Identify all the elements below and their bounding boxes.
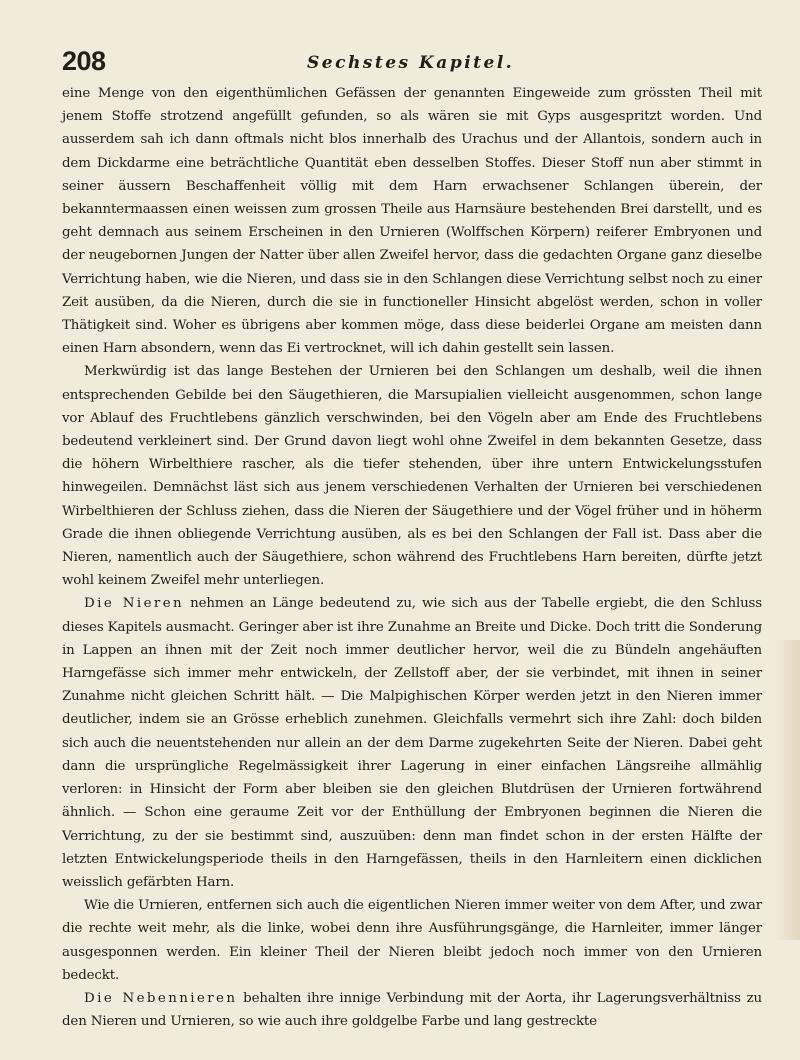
page-edge-stain xyxy=(774,640,800,940)
book-page xyxy=(62,46,762,1033)
paragraph-text: behalten ihre innige Verbindung mit der Aorta, ihr Lagerungsverhältniss zu den Nieren und Urnieren, so wie auch ihre goldgelbe Farbe und lang gestreckte xyxy=(62,990,762,1030)
body-text xyxy=(62,82,762,1033)
paragraph-5 xyxy=(62,987,762,1033)
running-head: Sechstes Kapitel. xyxy=(307,53,515,73)
paragraph-lead: Die Nebennieren xyxy=(84,990,238,1006)
page-header xyxy=(62,46,762,82)
paragraph-3 xyxy=(62,592,762,894)
paragraph-1 xyxy=(62,82,762,360)
paragraph-4 xyxy=(62,894,762,987)
paragraph-lead: Die Nieren xyxy=(84,596,185,612)
paragraph-text: Wie die Urnieren, entfernen sich auch die eigentlichen Nieren immer weiter von dem After, und zwar die rechte weit mehr, als die linke, wobei denn ihre Ausführungsgänge, die Harnleiter, immer länger ausgesponnen werden. Ein kleiner Theil der Nieren bleibt jedoch noch immer von den Urnieren bedeckt. xyxy=(62,898,762,983)
paragraph-text: Merkwürdig ist das lange Bestehen der Urnieren bei den Schlangen um deshalb, weil die ihnen entsprechenden Gebilde bei den Säugethieren, die Marsupialien vielleicht ausgenommen, schon lange vor Ablauf des Fruchtlebens gänzlich verschwinden, bei den Vögeln aber am Ende des Fruchtlebens bedeutend verkleinert sind. Der Grund davon liegt wohl ohne Zweifel in dem bekannten Gesetze, dass die höhern Wirbelthiere rascher, als die tiefer stehenden, über ihre untern Entwickelungsstufen hinwegeilen. Demnächst läst sich aus jenem verschiedenen Verhalten der Urnieren bei verschiedenen Wirbelthieren der Schluss ziehen, dass die Nieren der Säugethiere und der Vögel früher und in höherm Grade die ihnen obliegende Verrichtung ausüben, als es bei den Schlangen der Fall ist. Dass aber die Nieren, namentlich auch der Säugethiere, schon während des Fruchtlebens Harn bereiten, dürfte jetzt wohl keinem Zweifel mehr unterliegen. xyxy=(62,364,762,589)
paragraph-text: nehmen an Länge bedeutend zu, wie sich aus der Tabelle ergiebt, die den Schluss dieses Kapitels ausmacht. Geringer aber ist ihre Zunahme an Breite und Dicke. Doch tritt die Sonderung in Lappen an ihnen mit der Zeit noch immer deutlicher hervor, weil die zu Bündeln angehäuften Harngefässe sich immer mehr entwickeln, der Zellstoff aber, der sie verbindet, mit ihnen in seiner Zunahme nicht gleichen Schritt hält. — Die Malpighischen Körper werden jetzt in den Nieren immer deutlicher, indem sie an Grösse erheblich zunehmen. Gleichfalls vermehrt sich ihre Zahl: doch bilden sich auch die neuentstehenden nur allein an der dem Darme zugekehrten Seite der Nieren. Dabei geht dann die ursprüngliche Regelmässigkeit ihrer Lagerung in einer einfachen Längsreihe allmählig verloren: in Hinsicht der Form aber bleiben sie den gleichen Blutdrüsen der Urnieren fortwährend ähnlich. — Schon eine geraume Zeit vor der Enthüllung der Embryonen beginnen die Nieren die Verrichtung, zu der sie bestimmt sind, auszuüben: denn man findet schon in der ersten Hälfte der letzten Entwickelungsperiode theils in den Harngefässen, theils in den Harnleitern einen dicklichen weisslich gefärbten Harn. xyxy=(62,596,763,890)
paragraph-text: eine Menge von den eigenthümlichen Gefässen der genannten Eingeweide zum grössten Theil mit jenem Stoffe strotzend angefüllt gefunden, so als wären sie mit Gyps ausgespritzt worden. Und ausserdem sah ich dann oftmals nicht blos innerhalb des Urachus und der Allantois, sondern auch in dem Dickdarme eine beträchtliche Quantität eben desselben Stoffes. Dieser Stoff nun aber stimmt in seiner äussern Beschaffenheit völlig mit dem Harn erwachsener Schlangen überein, der bekanntermaassen einen weissen zum grossen Theile aus Harnsäure bestehenden Brei darstellt, und es geht demnach aus seinem Erscheinen in den Urnieren (Wolffschen Körpern) reiferer Embryonen und der neugebornen Jungen der Natter über allen Zweifel hervor, dass die gedachten Organe ganz dieselbe Verrichtung haben, wie die Nieren, und dass sie in den Schlangen diese Verrichtung selbst noch zu einer Zeit ausüben, da die Nieren, durch die sie in functioneller Hinsicht abgelöst werden, schon in voller Thätigkeit sind. Woher es übrigens aber kommen möge, dass diese beiderlei Organe am meisten dann einen Harn absondern, wenn das Ei vertrocknet, will ich dahin gestellt sein lassen. xyxy=(62,86,762,357)
page-number: 208 xyxy=(62,46,106,76)
paragraph-2 xyxy=(62,360,762,592)
